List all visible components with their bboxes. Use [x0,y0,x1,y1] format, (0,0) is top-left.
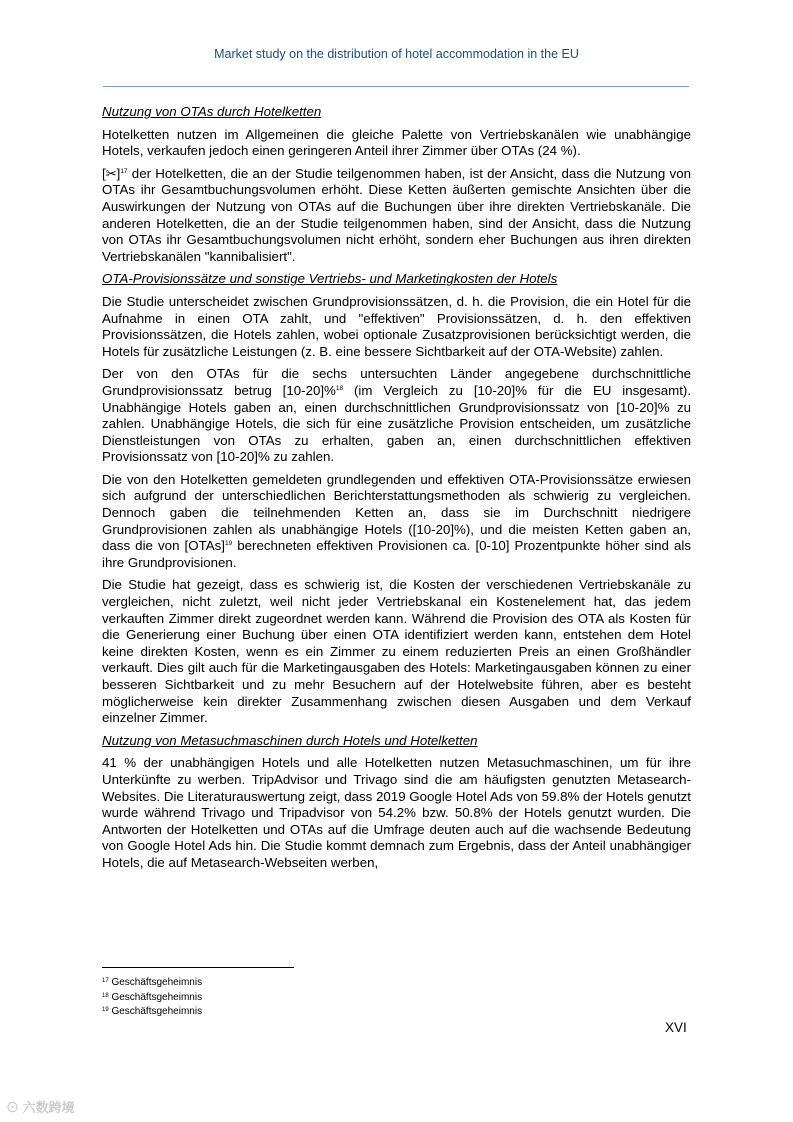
paragraph [102,166,691,266]
footnote-ref-17: 17 [120,167,128,175]
footnote [102,1005,502,1020]
paragraph: Die Studie unterscheidet zwischen Grundprovisionssätzen, d. h. die Provision, die ein Hotel für die Aufnahme in einen OTA zahlt, und "effektiven" Provisionssätzen, d. h. den effektiven Provisionssätzen, die Hotels zahlen, wobei optionale Zusatzprovisionen berücksichtigt werden, die Hotels für zusätzliche Leistungen (z. B. eine bessere Sichtbarkeit auf der OTA-Website) zahlen. [102,293,691,359]
footnote-number: 18 [102,992,109,999]
footnote-text: Geschäftsgeheimnis [111,1006,203,1017]
paragraph-text: (im Vergleich zu [10-20]% für die EU insgesamt). Unabhängige Hotels gaben an, einen durchschnittlichen Grundprovisionssatz von [10-20]% zu zahlen. Unabhängige Hotels, die sich für eine zusätzliche Provision entscheiden, um zusätzliche Dienstleistungen von OTAs zu erhalten, gaben an, einen durchschnittlichen effektiven Provisionssatz von [10-20]% zu zahlen. [102,382,692,465]
redaction-bracket-close: ] [116,165,121,181]
scissors-icon: ✂ [105,165,117,181]
paragraph-text: der Hotelketten, die an der Studie teilgenommen haben, ist der Ansicht, dass die Nutzung von OTAs ihr Gesamtbuchungsvolumen erhöht. Diese Ketten äußerten gemischte Ansichten über die Auswirkungen der Nutzung von OTAs auf die Buchungen über ihre direkten Vertriebskanäle. Die anderen Hotelketten, die an der Studie teilgenommen haben, sind der Ansicht, dass die Nutzung von OTAs ihr Gesamtbuchungsvolumen nicht erhöht, sondern eher Buchungen aus ihren direkten Vertriebskanälen "kannibalisiert". [102,165,691,264]
footnotes [102,976,502,1020]
footnote-text: Geschäftsgeheimnis [111,991,203,1003]
section-heading-commission-rates: OTA-Provisionssätze und sonstige Vertriebs- und Marketingkosten der Hotels [102,271,558,287]
running-header: Market study on the distribution of hotel accommodation in the EU [214,47,579,61]
footnote [102,991,502,1006]
footnote-divider [102,967,294,968]
header-divider [103,86,689,87]
footnote-ref-18: 18 [335,384,344,392]
redaction-bracket-open: [ [102,165,106,181]
page-number: XVI [665,1020,687,1035]
paragraph: 41 % der unabhängigen Hotels und alle Hotelketten nutzen Metasuchmaschinen, um für ihre Unterkünfte zu werben. TripAdvisor und Trivago sind die am häufigsten genutzten Metasearch-Websites. Die Literaturauswertung zeigt, dass 2019 Google Hotel Ads von 59.8% der Hotels genutzt wurde während Trivago und Tripadvisor von 54.2% bzw. 50.8% der Hotels genutzt wurden. Die Antworten der Hotelketten und OTAs auf die Umfrage deuten auch auf die wachsende Bedeutung von Google Hotel Ads hin. Die Studie kommt demnach zum Ergebnis, dass der Anteil unabhängiger Hotels, die auf Metasearch-Webseiten werben, [102,755,691,870]
watermark-logo: ⊙ 六数跨境 [6,1100,75,1115]
paragraph [102,472,691,572]
paragraph [102,366,691,466]
paragraph-text: berechneten effektiven Provisionen ca. [0-10] Prozentpunkte höher sind als ihre Grundprovisionen. [102,538,691,570]
section-heading-ota-usage: Nutzung von OTAs durch Hotelketten [102,104,322,119]
footnote-ref-19: 19 [224,540,233,548]
page-body [102,104,691,878]
footnote-number: 17 [102,978,109,984]
footnote-text: Geschäftsgeheimnis [111,977,203,988]
paragraph: Die Studie hat gezeigt, dass es schwierig ist, die Kosten der verschiedenen Vertriebskanäle zu vergleichen, nicht zuletzt, weil nicht jeder Vertriebskanal ein Kostenelement hat, das jedem verkauften Zimmer direkt zugeordnet werden kann. Während die Provision des OTA als Kosten für die Generierung einer Buchung über einen OTA identifiziert werden kann, entstehen dem Hotel keine direkten Kosten, wenn es ein Zimmer zu einem reduzierten Preis an einen Großhändler verkauft. Dies gilt auch für die Marketingausgaben des Hotels: Marketingausgaben können zu einer besseren Sichtbarkeit und zu mehr Besuchern auf der Hotelwebsite führen, aber es besteht möglicherweise kein direkter Zusammenhang zwischen diesen Ausgaben und dem Verkauf einzelner Zimmer. [102,577,691,726]
paragraph: Hotelketten nutzen im Allgemeinen die gleiche Palette von Vertriebskanälen wie unabhängige Hotels, verkaufen jedoch einen geringeren Anteil ihrer Zimmer über OTAs (24 %). [102,126,691,159]
paragraph-text: Die von den Hotelketten gemeldeten grundlegenden und effektiven OTA-Provisionssätze erwiesen sich aufgrund der unterschiedlichen Berichterstattungsmethoden als schwierig zu vergleichen. Dennoch gaben die teilnehmenden Ketten an, dass sie im Durchschnitt niedrigere Grundprovisionen zahlen als unabhängige Hotels ([10-20]%), und die meisten Ketten gaben an, dass die von [OTAs] [102,471,691,554]
paragraph-text: Der von den OTAs für die sechs untersuchten Länder angegebene durchschnittliche Grundprovisionssatz betrug [10-20]% [102,366,691,398]
footnote-number: 19 [102,1007,109,1013]
section-heading-metasearch: Nutzung von Metasuchmaschinen durch Hotels und Hotelketten [102,732,478,748]
footnote [102,976,502,991]
